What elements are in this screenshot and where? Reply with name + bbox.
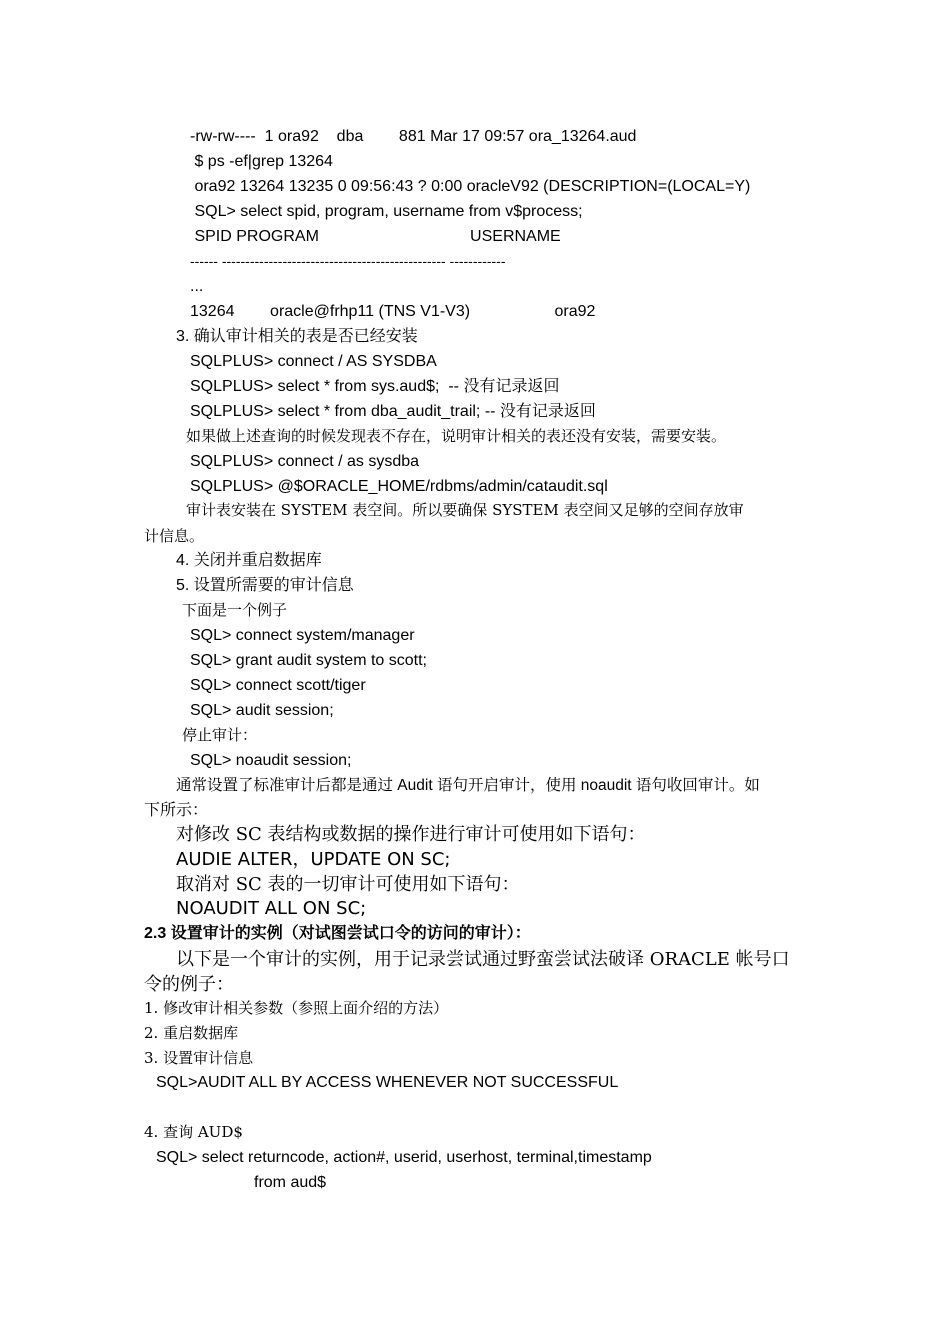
code-audie-alter: AUDIE ALTER，UPDATE ON SC; — [176, 849, 451, 870]
example-intro: 下面是一个例子 — [182, 601, 288, 619]
sql-line-noaudit-session: SQL> noaudit session; — [190, 752, 352, 769]
sql-result-ellipsis: ... — [190, 278, 204, 295]
note-standard-audit-cont: 下所示： — [144, 802, 209, 819]
sql-line-connect-scott: SQL> connect scott/tiger — [190, 677, 366, 694]
note-system-tablespace: 审计表安装在 SYSTEM 表空间。所以要确保 SYSTEM 表空间又足够的空间存放审 — [186, 501, 744, 519]
note-system-tablespace-cont: 计信息。 — [144, 527, 205, 545]
sqlplus-line-select-aud: SQLPLUS> select * from sys.aud$; -- 没有记录返回 — [190, 378, 560, 395]
sql-line-select-process: SQL> select spid, program, username from v$process; — [190, 203, 583, 220]
note-cancel-audit-sc: 取消对 SC 表的一切审计可使用如下语句： — [176, 874, 520, 895]
note-standard-audit: 通常设置了标准审计后都是通过 Audit 语句开启审计，使用 noaudit 语句收回审计。如 — [176, 777, 760, 794]
terminal-line-ps-output: ora92 13264 13235 0 09:56:43 ? 0:00 oracleV92 (DESCRIPTION=(LOCAL=Y) — [190, 178, 751, 195]
sql-result-header: SPID PROGRAM USERNAME — [190, 228, 561, 245]
sql-result-row: 13264 oracle@frhp11 (TNS V1-V3) ora92 — [190, 303, 596, 320]
sql-line-audit-session: SQL> audit session; — [190, 702, 334, 719]
terminal-line-ps-command: $ ps -ef|grep 13264 — [190, 153, 333, 170]
sql-line-audit-all: SQL>AUDIT ALL BY ACCESS WHENEVER NOT SUCCESSFUL — [156, 1074, 619, 1091]
step-heading-4: 4. 关闭并重启数据库 — [176, 552, 322, 569]
section-heading-2-3: 2.3 设置审计的实例（对试图尝试口令的访问的审计）： — [144, 925, 531, 942]
sql-line-grant-audit: SQL> grant audit system to scott; — [190, 652, 427, 669]
sql-line-from-aud: from aud$ — [254, 1174, 327, 1191]
sqlplus-line-select-trail: SQLPLUS> select * from dba_audit_trail; -- 没有记录返回 — [190, 403, 596, 420]
note-example-bruteforce: 以下是一个审计的实例，用于记录尝试通过野蛮尝试法破译 ORACLE 帐号口 — [176, 949, 790, 970]
sqlplus-line-connect-sysdba: SQLPLUS> connect / as sysdba — [190, 453, 420, 470]
sql-line-connect-system: SQL> connect system/manager — [190, 627, 415, 644]
list-item-1: 1. 修改审计相关参数（参照上面介绍的方法） — [144, 999, 449, 1017]
note-example-bruteforce-cont: 令的例子： — [144, 974, 234, 995]
terminal-line-ls-output: -rw-rw---- 1 ora92 dba 881 Mar 17 09:57 ora_13264.aud — [190, 128, 637, 145]
sql-line-select-returncode: SQL> select returncode, action#, userid, userhost, terminal,timestamp — [156, 1149, 652, 1166]
step-heading-5: 5. 设置所需要的审计信息 — [176, 577, 354, 594]
note-audit-sc: 对修改 SC 表结构或数据的操作进行审计可使用如下语句： — [176, 824, 646, 845]
note-install-tables: 如果做上述查询的时候发现表不存在，说明审计相关的表还没有安装，需要安装。 — [186, 427, 727, 445]
sqlplus-line-cataudit: SQLPLUS> @$ORACLE_HOME/rdbms/admin/cataudit.sql — [190, 478, 608, 495]
code-noaudit-all: NOAUDIT ALL ON SC; — [176, 898, 367, 919]
stop-audit-label: 停止审计： — [182, 726, 258, 744]
list-item-4: 4. 查询 AUD$ — [144, 1123, 243, 1141]
step-heading-3: 3. 确认审计相关的表是否已经安装 — [176, 328, 418, 345]
list-item-3: 3. 设置审计信息 — [144, 1049, 254, 1067]
sqlplus-line-connect: SQLPLUS> connect / AS SYSDBA — [190, 353, 437, 370]
list-item-2: 2. 重启数据库 — [144, 1024, 239, 1042]
sql-result-separator: ------ ------------------------------------------------ ------------ — [190, 253, 506, 269]
